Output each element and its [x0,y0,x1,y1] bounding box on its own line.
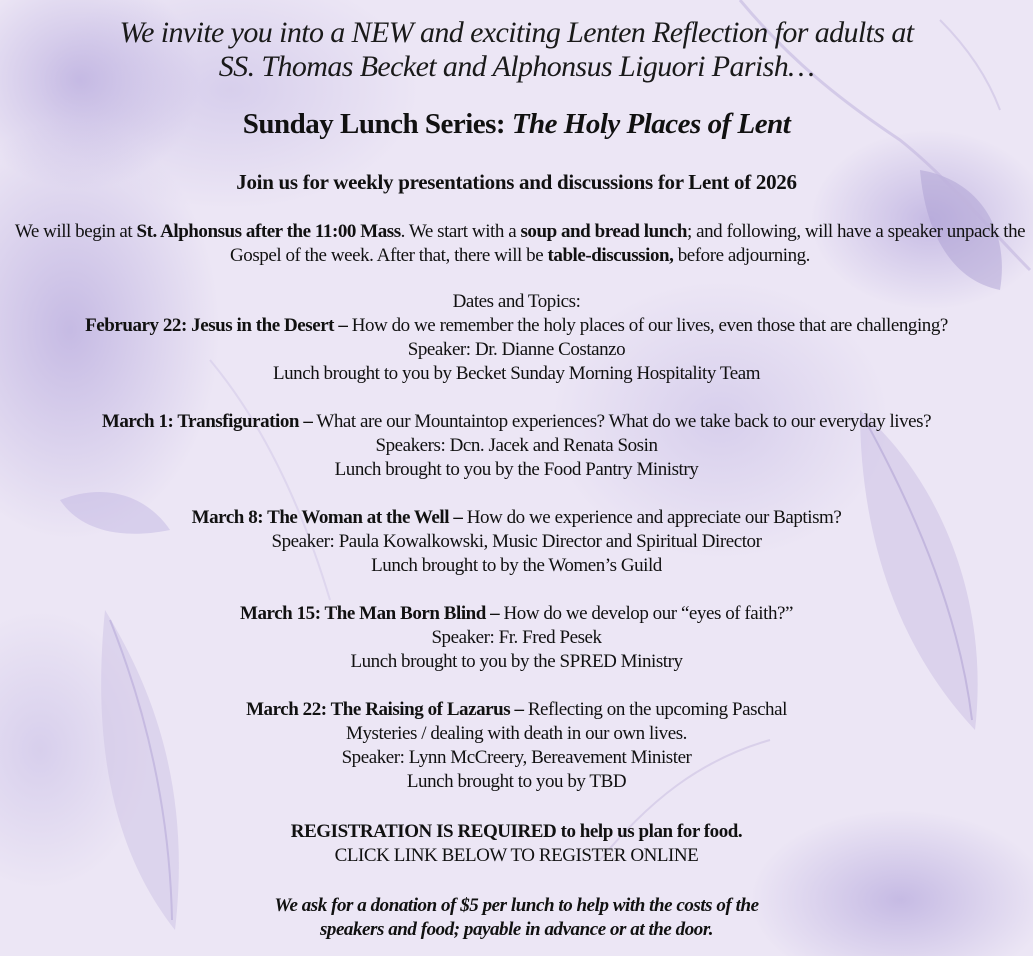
register-online-instruction: CLICK LINK BELOW TO REGISTER ONLINE [334,845,699,866]
event-title-line [0,698,1033,722]
event-lunch: Lunch brought to you by the Food Pantry Ministry [334,459,699,480]
registration-notice [0,820,1033,868]
begin-text-2: . We start with a [400,221,521,242]
begin-lunch: soup and bread lunch [520,221,687,242]
donation-note [0,894,1033,942]
intro-paragraph [14,220,1026,268]
event-february-22 [0,314,1033,386]
join-heading: Join us for weekly presentations and discussions for Lent of 2026 [236,170,797,194]
dates-heading: Dates and Topics: [452,291,581,312]
event-title: March 22: The Raising of Lazarus – [246,699,524,720]
event-topic: How do we develop our “eyes of faith?” [499,603,793,624]
event-speaker: Speaker: Lynn McCreery, Bereavement Minister [341,747,692,768]
event-topic: Reflecting on the upcoming Paschal [523,699,787,720]
event-speaker: Speaker: Paula Kowalkowski, Music Director and Spiritual Director [271,531,762,552]
schedule [0,290,1033,818]
intro-line-2: SS. Thomas Becket and Alphonsus Liguori Parish… [218,50,815,83]
event-lunch: Lunch brought to you by the SPRED Ministry [350,651,683,672]
event-title-line [0,314,1033,338]
event-march-22 [0,698,1033,794]
event-topic: How do we remember the holy places of our lives, even those that are challenging? [347,315,948,336]
event-lunch: Lunch brought to you by Becket Sunday Morning Hospitality Team [272,363,761,384]
event-topic-continued: Mysteries / dealing with death in our own lives. [346,723,687,744]
event-title-line [0,602,1033,626]
event-march-15 [0,602,1033,674]
registration-required: REGISTRATION IS REQUIRED to help us plan for food. [290,821,743,842]
begin-text-3: ; and following, will have a speaker unpack the Gospel of the week. After that, there will be [230,221,1026,266]
event-speaker: Speaker: Fr. Fred Pesek [431,627,602,648]
begin-text-1: We will begin at [14,221,137,242]
intro-line-1: We invite you into a NEW and exciting Lenten Reflection for adults at [119,16,914,49]
donation-line-2: speakers and food; payable in advance or at the door. [319,919,714,940]
event-speaker: Speaker: Dr. Dianne Costanzo [407,339,626,360]
donation-line-1: We ask for a donation of $5 per lunch to help with the costs of the [274,895,759,916]
event-lunch: Lunch brought to you by TBD [406,771,627,792]
event-title: March 15: The Man Born Blind – [240,603,500,624]
event-title-line [0,506,1033,530]
invitation-intro [0,16,1033,84]
event-topic: What are our Mountaintop experiences? What do we take back to our everyday lives? [312,411,932,432]
event-lunch: Lunch brought to by the Women’s Guild [371,555,662,576]
event-title: March 1: Transfiguration – [101,411,313,432]
event-title: February 22: Jesus in the Desert – [85,315,348,336]
series-prefix: Sunday Lunch Series: [242,108,512,140]
event-march-8 [0,506,1033,578]
event-march-1 [0,410,1033,482]
event-speaker: Speakers: Dcn. Jacek and Renata Sosin [375,435,658,456]
begin-text-4: before adjourning. [673,245,810,266]
event-title-line [0,410,1033,434]
event-title: March 8: The Woman at the Well – [191,507,463,528]
series-title [0,108,1033,141]
event-topic: How do we experience and appreciate our Baptism? [462,507,842,528]
begin-location: St. Alphonsus after the 11:00 Mass [136,221,401,242]
series-name: The Holy Places of Lent [511,108,791,140]
begin-discussion: table-discussion, [547,245,674,266]
